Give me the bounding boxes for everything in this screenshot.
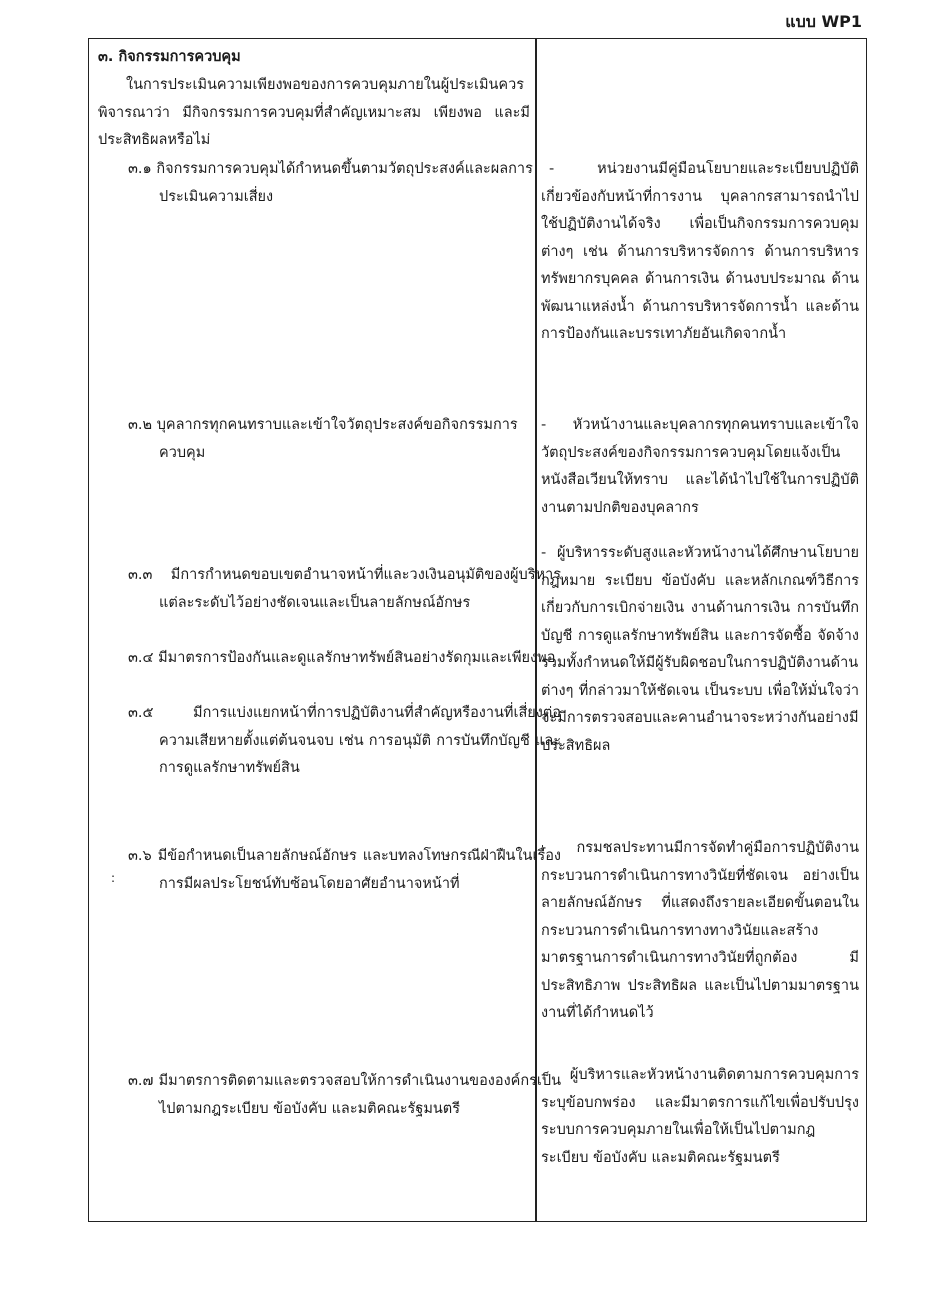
result-3-7: - ผู้บริหารและหัวหน้างานติดตามการควบคุมการระบุข้อบกพร่อง และมีมาตรการแก้ไขเพื่อปรับปรุงระบบการควบคุมภายในเพื่อให้เป็นไปตามกฎระเบียบ ข้อบังคับ และมติคณะรัฐมนตรี — [541, 1067, 859, 1166]
stray-mark: : — [111, 871, 116, 885]
form-code: แบบ WP1 — [785, 12, 862, 31]
item-3-6: ๓.๖ มีข้อกำหนดเป็นลายลักษณ์อักษร และบทลงโทษกรณีฝ่าฝืนในเรื่องการมีผลประโยชน์ทับซ้อนโดยอาศัยอำนาจหน้าที่ — [128, 848, 561, 892]
item-3-7: ๓.๗ มีมาตรการติดตามและตรวจสอบให้การดำเนินงานขององค์กรเป็นไปตามกฎระเบียบ ข้อบังคับ และมติคณะรัฐมนตรี — [128, 1073, 561, 1117]
item-3-3: ๓.๓ มีการกำหนดขอบเขตอำนาจหน้าที่และวงเงินอนุมัติของผู้บริหารแต่ละระดับไว้อย่างชัดเจนและเป็นลายลักษณ์อักษร — [128, 567, 561, 611]
result-3-6: - กรมชลประทานมีการจัดทำคู่มือการปฏิบัติงานกระบวนการดำเนินการทางวินัยที่ชัดเจน อย่างเป็นลายลักษณ์อักษร ที่แสดงถึงรายละเอียดขั้นตอนในกระบวนการดำเนินการทางทางวินัยและสร้างมาตรฐานการดำเนินการทางวินัยที่ถูกต้อง มีประสิทธิภาพ ประสิทธิผล และเป็นไปตามมาตรฐานงานที่ได้กำหนดไว้ — [541, 840, 859, 1021]
section-intro: ในการประเมินความเพียงพอของการควบคุมภายในผู้ประเมินควรพิจารณาว่า มีกิจกรรมการควบคุมที่สำคัญเหมาะสม เพียงพอ และมีประสิทธิผลหรือไม่ — [98, 77, 530, 148]
item-3-4: ๓.๔ มีมาตรการป้องกันและดูแลรักษาทรัพย์สินอย่างรัดกุมและเพียงพอ — [128, 650, 556, 666]
result-3-1: - หน่วยงานมีคู่มือนโยบายและระเบียบปฏิบัติเกี่ยวข้องกับหน้าที่การงาน บุคลากรสามารถนำไปใช้ปฏิบัติงานได้จริง เพื่อเป็นกิจกรรมการควบคุมต่างๆ เช่น ด้านการบริหารจัดการ ด้านการบริหารทรัพยากรบุคคล ด้านการเงิน ด้านงบประมาณ ด้านพัฒนาแหล่งน้ำ ด้านการบริหารจัดการน้ำ และด้านการป้องกันและบรรเทาภัยอันเกิดจากน้ำ — [541, 161, 859, 342]
result-3-2: - หัวหน้างานและบุคลากรทุกคนทราบและเข้าใจวัตถุประสงค์ของกิจกรรมการควบคุมโดยแจ้งเป็นหนังสือเวียนให้ทราบ และได้นำไปใช้ในการปฏิบัติงานตามปกติของบุคลากร — [541, 417, 859, 516]
item-3-5: ๓.๕ มีการแบ่งแยกหน้าที่การปฏิบัติงานที่สำคัญหรืองานที่เสี่ยงต่อความเสียหายตั้งแต่ต้นจนจบ เช่น การอนุมัติ การบันทึกบัญชี และการดูแลรักษาทรัพย์สิน — [128, 705, 561, 776]
item-3-1: ๓.๑ กิจกรรมการควบคุมได้กำหนดขึ้นตามวัตถุประสงค์และผลการประเมินความเสี่ยง — [128, 161, 533, 205]
item-3-2: ๓.๒ บุคลากรทุกคนทราบและเข้าใจวัตถุประสงค์ขอกิจกรรมการควบคุม — [128, 417, 518, 461]
result-3-3-to-3-5: - ผู้บริหารระดับสูงและหัวหน้างานได้ศึกษานโยบาย กฎหมาย ระเบียบ ข้อบังคับ และหลักเกณฑ์วิธีการเกี่ยวกับการเบิกจ่ายเงิน งานด้านการเงิน การบันทึกบัญชี การดูแลรักษาทรัพย์สิน และการจัดซื้อ จัดจ้าง รวมทั้งกำหนดให้มีผู้รับผิดชอบในการปฏิบัติงานด้านต่างๆ ที่กล่าวมาให้ชัดเจน เป็นระบบ เพื่อให้มั่นใจว่าจะมีการตรวจสอบและคานอำนาจระหว่างกันอย่างมีประสิทธิผล — [541, 545, 859, 754]
column-divider — [535, 39, 537, 1221]
section-heading: ๓. กิจกรรมการควบคุม — [98, 49, 241, 65]
